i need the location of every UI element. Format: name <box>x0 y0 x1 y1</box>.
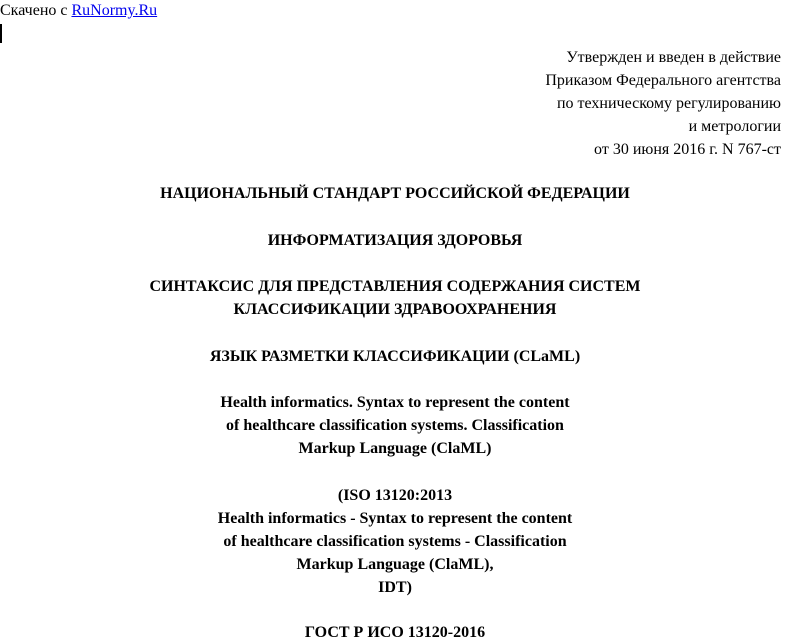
iso-reference-line: Health informatics - Syntax to represent the content <box>217 510 573 527</box>
title-english-line: of healthcare classification systems. Classification <box>226 417 564 434</box>
iso-reference <box>0 484 790 599</box>
approval-line: Утвержден и введен в действие <box>566 49 781 66</box>
approval-line: от 30 июня 2016 г. N 767-ст <box>594 141 781 158</box>
approval-line: по техническому регулированию <box>556 95 781 112</box>
source-link[interactable]: RuNormy.Ru <box>71 2 158 19</box>
title-english <box>0 391 790 460</box>
title-english-line: Markup Language (ClaML) <box>298 440 492 457</box>
title-russian <box>0 275 790 321</box>
title-russian-line: СИНТАКСИС ДЛЯ ПРЕДСТАВЛЕНИЯ СОДЕРЖАНИЯ СИСТЕМ <box>149 278 641 295</box>
title-russian-line: КЛАССИФИКАЦИИ ЗДРАВООХРАНЕНИЯ <box>233 301 557 318</box>
title-english-line: Health informatics. Syntax to represent the content <box>220 394 570 411</box>
source-prefix: Скачено с <box>0 2 68 19</box>
subtitle-russian: ЯЗЫК РАЗМЕТКИ КЛАССИФИКАЦИИ (CLaML) <box>209 348 581 365</box>
iso-reference-line: of healthcare classification systems - Classification <box>223 533 567 550</box>
standard-designation: ГОСТ Р ИСО 13120-2016 <box>304 624 486 641</box>
iso-reference-line: (ISO 13120:2013 <box>337 487 453 504</box>
approval-line: и метрологии <box>688 118 781 135</box>
iso-reference-line: IDT) <box>378 579 412 596</box>
approval-line: Приказом Федерального агентства <box>545 72 781 89</box>
iso-reference-line: Markup Language (ClaML), <box>296 556 494 573</box>
field-heading: ИНФОРМАТИЗАЦИЯ ЗДОРОВЬЯ <box>267 232 523 249</box>
standard-heading: НАЦИОНАЛЬНЫЙ СТАНДАРТ РОССИЙСКОЙ ФЕДЕРАЦИИ <box>160 185 630 202</box>
text-cursor <box>0 24 2 43</box>
source-line <box>0 2 157 20</box>
approval-block <box>545 46 781 161</box>
